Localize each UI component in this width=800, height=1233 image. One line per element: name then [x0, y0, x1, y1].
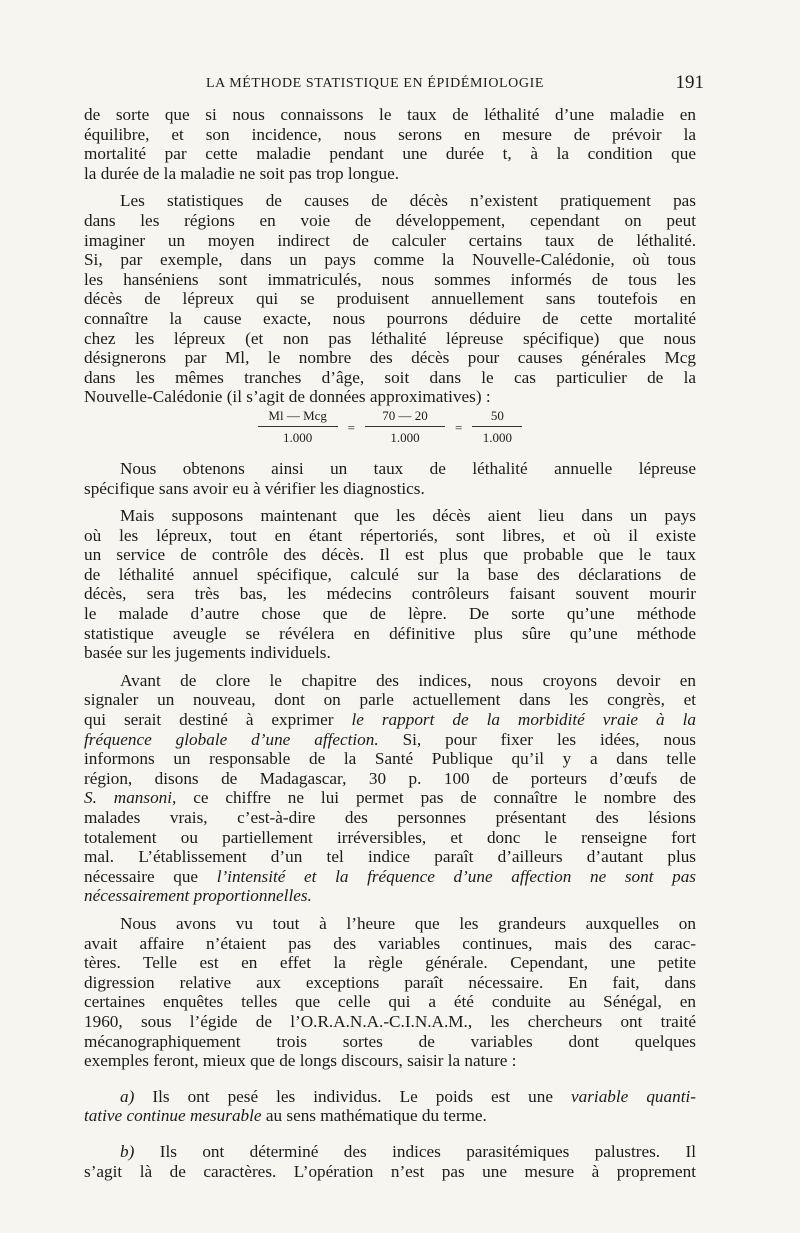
- text-line: avait affaire n’étaient pas des variables continues, mais des carac-: [84, 933, 696, 953]
- text-line: mécanographiquement trois sortes de variables dont quelques: [84, 1031, 696, 1051]
- fraction-denominator: 1.000: [283, 429, 313, 445]
- lethality-formula: [84, 409, 696, 445]
- paragraph-3: [84, 459, 696, 498]
- italic-run: S. mansoni,: [84, 788, 177, 808]
- text-line: Nouvelle-Calédonie (il s’agit de données approximatives) :: [84, 387, 491, 407]
- fraction-numerator: 70 — 20: [382, 407, 428, 423]
- text-line: [84, 730, 696, 750]
- text-line: totalement ou partiellement irréversibles, et donc le renseigne fort: [84, 827, 696, 847]
- text-line: tères. Telle est en effet la règle générale. Cependant, une petite: [84, 953, 696, 973]
- paragraph-8: [84, 1142, 696, 1181]
- text-line: région, disons de Madagascar, 30 p. 100 de porteurs d’œufs de: [84, 768, 696, 788]
- fraction-2: [365, 409, 445, 445]
- text-line: s’agit là de caractères. L’opération n’est pas une mesure à proprement: [84, 1161, 696, 1181]
- text-line: où les lépreux, tout en étant répertoriés, sont libres, et où il existe: [84, 525, 696, 545]
- body-text: [84, 105, 696, 1181]
- text-line: décès, sera très bas, les médecins contrôleurs faisant souvent mourir: [84, 584, 696, 604]
- text-line: 1960, sous l’égide de l’O.R.A.N.A.-C.I.N.A.M., les chercheurs ont traité: [84, 1011, 696, 1031]
- paragraph-4: [84, 506, 696, 663]
- text-line: Nous obtenons ainsi un taux de léthalité annuelle lépreuse: [120, 458, 696, 478]
- text-line: imaginer un moyen indirect de calculer certains taux de léthalité.: [84, 230, 696, 250]
- text-line: dans les régions en voie de développement, cependant on peut: [84, 210, 696, 230]
- text-line: Avant de clore le chapitre des indices, nous croyons devoir en: [120, 670, 696, 690]
- text-line: un service de contrôle des décès. Il est plus que probable que le taux: [84, 545, 696, 565]
- page-number: 191: [675, 72, 704, 93]
- text-line: spécifique sans avoir eu à vérifier les diagnostics.: [84, 478, 425, 498]
- text-line: désignerons par Ml, le nombre des décès pour causes générales Mcg: [84, 348, 696, 368]
- text-run: Ils ont pesé les individus. Le poids est une: [134, 1086, 572, 1106]
- text-line: la durée de la maladie ne soit pas trop longue.: [84, 163, 399, 183]
- text-run: nécessaire que: [84, 866, 217, 886]
- list-marker: a): [120, 1086, 135, 1106]
- italic-run: fréquence globale d’une affection.: [84, 729, 379, 749]
- fraction-1: [258, 409, 338, 445]
- text-line: les hanséniens sont immatriculés, nous sommes informés de tous les: [84, 269, 696, 289]
- running-title: LA MÉTHODE STATISTIQUE EN ÉPIDÉMIOLOGIE: [206, 76, 545, 91]
- text-line: dans les mêmes tranches d’âge, soit dans le cas particulier de la: [84, 367, 696, 387]
- text-line: [84, 1142, 696, 1162]
- italic-run: nécessairement proportionnelles.: [84, 886, 312, 906]
- fraction-denominator: 1.000: [390, 429, 420, 445]
- fraction-numerator: Ml — Mcg: [268, 407, 327, 423]
- paragraph-7: [84, 1087, 696, 1126]
- italic-run: le rapport de la morbidité vraie à la: [351, 710, 696, 730]
- text-line: mal. L’établissement d’un tel indice paraît d’ailleurs d’autant plus: [84, 847, 696, 867]
- paragraph-1: [84, 105, 696, 183]
- text-line: certaines enquêtes telles que celle qui a été conduite au Sénégal, en: [84, 992, 696, 1012]
- text-line: chez les lépreux (et non pas léthalité lépreuse spécifique) que nous: [84, 328, 696, 348]
- text-line: Nous avons vu tout à l’heure que les grandeurs auxquelles on: [120, 913, 696, 933]
- text-line: digression relative aux exceptions paraît nécessaire. En fait, dans: [84, 972, 696, 992]
- text-line: [84, 1106, 696, 1126]
- text-run: qui serait destiné à exprimer: [84, 710, 352, 730]
- text-line: équilibre, et son incidence, nous serons en mesure de prévoir la: [84, 124, 696, 144]
- text-line: basée sur les jugements individuels.: [84, 643, 331, 663]
- text-line: connaître la cause exacte, nous pourrons déduire de cette mortalité: [84, 308, 696, 328]
- paragraph-6: [84, 914, 696, 1071]
- fraction-denominator: 1.000: [482, 429, 512, 445]
- text-line: de sorte que si nous connaissons le taux de léthalité d’une maladie en: [84, 105, 696, 124]
- text-line: mortalité par cette maladie pendant une durée t, à la condition que: [84, 144, 696, 164]
- text-line: Mais supposons maintenant que les décès aient lieu dans un pays: [120, 506, 696, 526]
- page-header: [84, 72, 704, 98]
- text-line: décès de lépreux qui se produisent annuellement sans toutefois en: [84, 289, 696, 309]
- text-line: [84, 1087, 696, 1107]
- text-line: [84, 867, 696, 887]
- text-line: Les statistiques de causes de décès n’existent pratiquement pas: [120, 191, 696, 211]
- text-line: informons un responsable de la Santé Publique qu’il y a dans telle: [84, 749, 696, 769]
- italic-run: l’intensité et la fréquence d’une affection ne sont pas: [216, 866, 696, 886]
- list-marker: b): [120, 1141, 135, 1161]
- text-line: [84, 710, 696, 730]
- equals-sign: =: [347, 419, 355, 435]
- equals-sign: =: [455, 419, 463, 435]
- text-run: Si, pour fixer les idées, nous: [378, 729, 696, 749]
- text-line: signaler un nouveau, dont on parle actuellement dans les congrès, et: [84, 690, 696, 710]
- text-line: le malade d’autre chose que de lèpre. De sorte qu’une méthode: [84, 604, 696, 624]
- text-line: statistique aveugle se révélera en définitive plus sûre qu’une méthode: [84, 623, 696, 643]
- text-line: malades vrais, c’est-à-dire des personnes présentant des lésions: [84, 808, 696, 827]
- text-line: exemples feront, mieux que de longs discours, saisir la nature :: [84, 1051, 517, 1071]
- text-line: de léthalité annuel spécifique, calculé sur la base des déclarations de: [84, 564, 696, 584]
- text-run: Ils ont déterminé des indices parasitémiques palustres. Il: [134, 1141, 696, 1161]
- text-line: Si, par exemple, dans un pays comme la Nouvelle-Calédonie, où tous: [84, 250, 696, 270]
- text-line: [84, 788, 696, 808]
- fraction-numerator: 50: [490, 407, 504, 423]
- italic-run: variable quanti-: [571, 1086, 696, 1106]
- italic-run: tative continue mesurable: [84, 1106, 262, 1126]
- text-run: au sens mathématique du terme.: [261, 1106, 487, 1126]
- paragraph-2: [84, 191, 696, 407]
- fraction-3: [472, 409, 522, 445]
- paragraph-5: [84, 671, 696, 906]
- text-line: [84, 886, 696, 906]
- text-run: ce chiffre ne lui permet pas de connaître le nombre des: [176, 788, 696, 808]
